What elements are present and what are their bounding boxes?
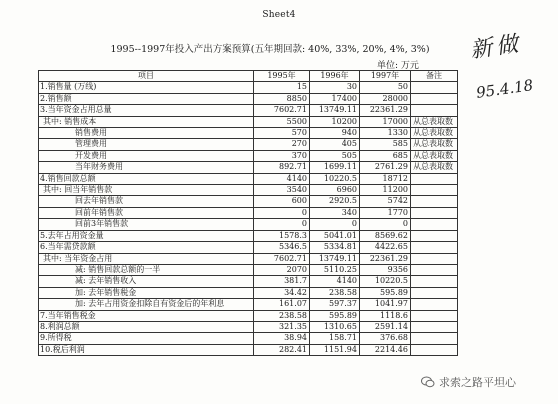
row-1996-cell: 13749.11 (310, 253, 360, 264)
table-row (39, 253, 458, 264)
row-1995-cell: 381.7 (254, 276, 310, 287)
row-note-cell (411, 344, 458, 355)
row-1997-cell: 17000 (360, 116, 411, 127)
header-1995: 1995年 (254, 71, 310, 82)
table-row (39, 207, 458, 218)
row-item-cell: 开发费用 (39, 150, 254, 161)
table-row (39, 116, 458, 127)
row-item-cell: 加: 去年销售税金 (39, 287, 254, 298)
row-note-cell (411, 82, 458, 93)
table-row (39, 344, 458, 355)
row-1996-cell: 5334.81 (310, 242, 360, 253)
row-1995-cell: 370 (254, 150, 310, 161)
row-1997-cell: 8569.62 (360, 230, 411, 241)
table-row (39, 276, 458, 287)
header-1997: 1997年 (360, 71, 411, 82)
row-1995-cell: 4140 (254, 173, 310, 184)
row-item-cell: 2.销售额 (39, 93, 254, 104)
row-1996-cell: 5110.25 (310, 264, 360, 275)
row-1997-cell: 11200 (360, 185, 411, 196)
row-note-cell: 从总表取数 (411, 116, 458, 127)
row-note-cell (411, 276, 458, 287)
row-note-cell (411, 185, 458, 196)
row-1995-cell: 321.35 (254, 321, 310, 332)
table-header-row (39, 71, 458, 82)
header-1996: 1996年 (310, 71, 360, 82)
row-1997-cell: 2214.46 (360, 344, 411, 355)
row-note-cell (411, 310, 458, 321)
row-1997-cell: 5742 (360, 196, 411, 207)
row-1995-cell: 7602.71 (254, 105, 310, 116)
table-row (39, 230, 458, 241)
row-1996-cell: 1151.94 (310, 344, 360, 355)
row-1996-cell: 238.58 (310, 287, 360, 298)
row-item-cell: 1.销售量 (万线) (39, 82, 254, 93)
row-1996-cell: 13749.11 (310, 105, 360, 116)
row-1995-cell: 0 (254, 219, 310, 230)
table-row (39, 173, 458, 184)
table-row (39, 93, 458, 104)
row-1996-cell: 30 (310, 82, 360, 93)
document-title: 1995--1997年投入产出方案预算(五年期回款: 40%, 33%, 20%, 4%, 3%) (110, 44, 430, 55)
row-note-cell: 从总表取数 (411, 162, 458, 173)
row-1995-cell: 38.94 (254, 333, 310, 344)
row-1995-cell: 161.07 (254, 299, 310, 310)
row-1997-cell: 585 (360, 139, 411, 150)
table-row (39, 321, 458, 332)
table-row (39, 333, 458, 344)
row-item-cell: 10.税后利润 (39, 344, 254, 355)
row-item-cell: 回前3年销售款 (39, 219, 254, 230)
row-1997-cell: 1770 (360, 207, 411, 218)
row-item-cell: 8.利润总额 (39, 321, 254, 332)
row-item-cell: 其中: 回当年销售款 (39, 185, 254, 196)
row-1997-cell: 595.89 (360, 287, 411, 298)
row-1996-cell: 940 (310, 128, 360, 139)
row-1995-cell: 7602.71 (254, 253, 310, 264)
row-1996-cell: 597.37 (310, 299, 360, 310)
handwritten-note: 新做 (468, 31, 524, 64)
row-note-cell (411, 230, 458, 241)
row-item-cell: 销售费用 (39, 128, 254, 139)
row-item-cell: 其中: 销售成本 (39, 116, 254, 127)
row-item-cell: 减: 销售回款总额的一半 (39, 264, 254, 275)
row-note-cell (411, 253, 458, 264)
row-1996-cell: 5041.01 (310, 230, 360, 241)
row-note-cell (411, 264, 458, 275)
row-1996-cell: 4140 (310, 276, 360, 287)
wechat-icon (421, 376, 435, 388)
row-1996-cell: 1699.11 (310, 162, 360, 173)
row-1997-cell: 4422.65 (360, 242, 411, 253)
sheet-name: Sheet4 (262, 10, 296, 20)
row-1995-cell: 570 (254, 128, 310, 139)
row-1995-cell: 3540 (254, 185, 310, 196)
budget-table (38, 70, 458, 356)
row-note-cell: 从总表取数 (411, 150, 458, 161)
row-item-cell: 当年财务费用 (39, 162, 254, 173)
row-1996-cell: 17400 (310, 93, 360, 104)
row-1995-cell: 15 (254, 82, 310, 93)
table-row (39, 82, 458, 93)
row-1996-cell: 2920.5 (310, 196, 360, 207)
row-1997-cell: 0 (360, 219, 411, 230)
row-1995-cell: 34.42 (254, 287, 310, 298)
row-item-cell: 减: 去年销售收入 (39, 276, 254, 287)
row-item-cell: 3.当年资金占用总量 (39, 105, 254, 116)
row-note-cell (411, 173, 458, 184)
row-1997-cell: 28000 (360, 93, 411, 104)
row-1996-cell: 505 (310, 150, 360, 161)
row-1995-cell: 2070 (254, 264, 310, 275)
row-1995-cell: 5500 (254, 116, 310, 127)
row-1997-cell: 1330 (360, 128, 411, 139)
row-1995-cell: 238.58 (254, 310, 310, 321)
row-1997-cell: 22361.29 (360, 253, 411, 264)
row-note-cell (411, 219, 458, 230)
row-1995-cell: 5346.5 (254, 242, 310, 253)
row-item-cell: 6.当年需贷款额 (39, 242, 254, 253)
watermark (421, 374, 516, 390)
row-1996-cell: 10220.5 (310, 173, 360, 184)
row-1996-cell: 158.71 (310, 333, 360, 344)
row-1995-cell: 600 (254, 196, 310, 207)
table-body (39, 82, 458, 356)
row-item-cell: 4.销售回款总额 (39, 173, 254, 184)
table-row (39, 299, 458, 310)
table-row (39, 242, 458, 253)
handwritten-date: 95.4.18 (475, 76, 535, 102)
row-1995-cell: 0 (254, 207, 310, 218)
row-note-cell (411, 207, 458, 218)
table-row (39, 219, 458, 230)
row-item-cell: 回前年销售款 (39, 207, 254, 218)
table-row (39, 150, 458, 161)
row-1997-cell: 22361.29 (360, 105, 411, 116)
row-note-cell (411, 321, 458, 332)
row-note-cell (411, 333, 458, 344)
watermark-text: 求索之路平坦心 (439, 376, 516, 389)
row-1996-cell: 10200 (310, 116, 360, 127)
row-1997-cell: 50 (360, 82, 411, 93)
row-item-cell: 加: 去年占用资金扣除自有资金后的年利息 (39, 299, 254, 310)
row-note-cell: 从总表取数 (411, 139, 458, 150)
row-1997-cell: 9356 (360, 264, 411, 275)
row-1996-cell: 1310.65 (310, 321, 360, 332)
header-note: 备注 (411, 71, 458, 82)
row-1996-cell: 405 (310, 139, 360, 150)
table-row (39, 162, 458, 173)
table-row (39, 128, 458, 139)
table-row (39, 185, 458, 196)
table-row (39, 139, 458, 150)
row-1996-cell: 595.89 (310, 310, 360, 321)
table-row (39, 287, 458, 298)
row-1995-cell: 282.41 (254, 344, 310, 355)
row-note-cell (411, 287, 458, 298)
row-item-cell: 7.当年销售税金 (39, 310, 254, 321)
row-item-cell: 其中: 当年资金占用 (39, 253, 254, 264)
row-1996-cell: 6960 (310, 185, 360, 196)
row-1996-cell: 340 (310, 207, 360, 218)
row-1997-cell: 10220.5 (360, 276, 411, 287)
row-1997-cell: 2591.14 (360, 321, 411, 332)
row-note-cell (411, 196, 458, 207)
row-1997-cell: 1041.97 (360, 299, 411, 310)
row-1996-cell: 0 (310, 219, 360, 230)
unit-label: 单位: 万元 (377, 61, 419, 71)
row-1997-cell: 2761.29 (360, 162, 411, 173)
row-1995-cell: 270 (254, 139, 310, 150)
row-1995-cell: 1578.3 (254, 230, 310, 241)
table-row (39, 105, 458, 116)
row-1997-cell: 376.68 (360, 333, 411, 344)
row-1997-cell: 18712 (360, 173, 411, 184)
row-note-cell (411, 299, 458, 310)
row-item-cell: 9.所得税 (39, 333, 254, 344)
row-item-cell: 管理费用 (39, 139, 254, 150)
row-1995-cell: 8850 (254, 93, 310, 104)
row-note-cell (411, 93, 458, 104)
row-note-cell (411, 242, 458, 253)
row-item-cell: 5.去年占用资金量 (39, 230, 254, 241)
row-note-cell: 从总表取数 (411, 128, 458, 139)
row-item-cell: 回去年销售款 (39, 196, 254, 207)
header-item: 项目 (39, 71, 254, 82)
table-row (39, 264, 458, 275)
table-row (39, 196, 458, 207)
row-1997-cell: 685 (360, 150, 411, 161)
row-1997-cell: 1118.6 (360, 310, 411, 321)
table-row (39, 310, 458, 321)
row-note-cell (411, 105, 458, 116)
row-1995-cell: 892.71 (254, 162, 310, 173)
